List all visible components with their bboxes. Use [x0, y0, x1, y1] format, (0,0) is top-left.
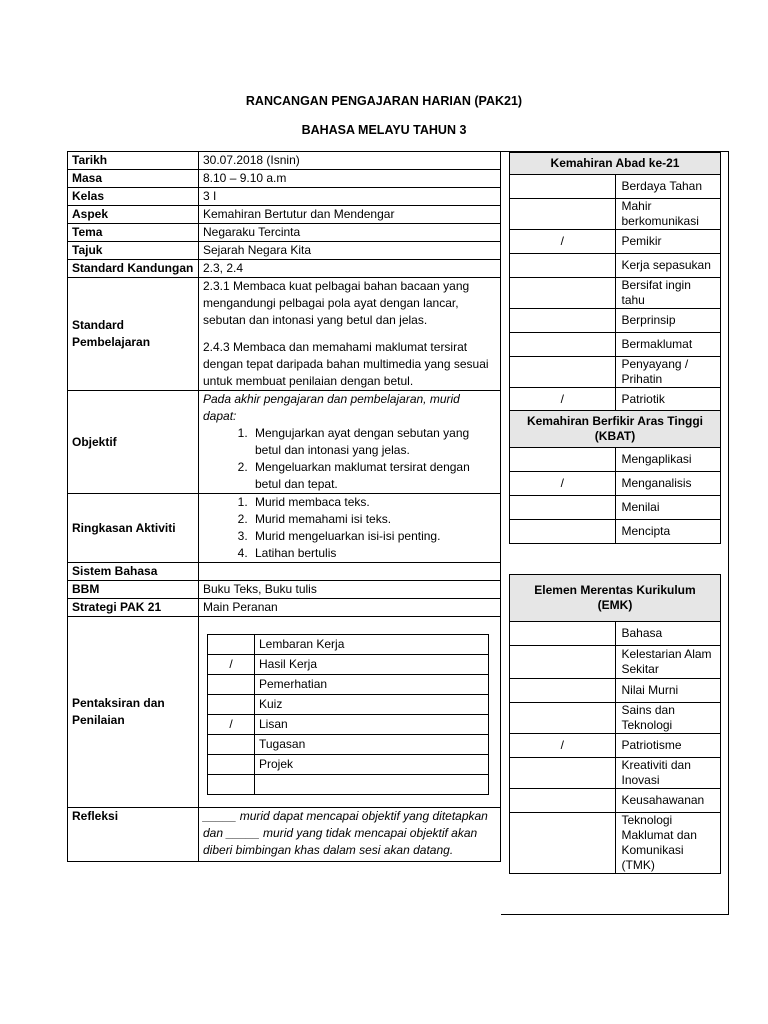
kbat-title: Kemahiran Berfikir Aras Tinggi (KBAT): [510, 411, 721, 448]
bbm-value: Buku Teks, Buku tulis: [199, 581, 501, 599]
standard-pembelajaran-item: 2.4.3 Membaca dan memahami maklumat tersirat dengan tepat daripada bahan multimedia yang sesuai untuk membuat penilaian dengan betul.: [203, 340, 489, 388]
emk-mark: [510, 622, 616, 646]
row-objektif: [68, 391, 501, 494]
kbat-row: [510, 448, 721, 472]
kbat-table: [509, 410, 721, 544]
aktiviti-item: 3. Murid mengeluarkan isi-isi penting.: [251, 528, 496, 545]
assessment-label: Hasil Kerja: [255, 655, 489, 675]
assessment-mark: /: [208, 715, 255, 735]
abad21-row: [510, 199, 721, 230]
emk-label: Nilai Murni: [615, 679, 721, 703]
emk-mark: /: [510, 734, 616, 758]
aspek-label: Aspek: [68, 206, 199, 224]
emk-row: [510, 789, 721, 813]
abad21-mark: [510, 333, 616, 357]
assessment-label: [255, 775, 489, 795]
tarikh-value: 30.07.2018 (Isnin): [199, 152, 501, 170]
emk-title: Elemen Merentas Kurikulum (EMK): [510, 575, 721, 622]
row-tajuk: [68, 242, 501, 260]
abad21-label: Berprinsip: [615, 309, 721, 333]
assessment-mark: /: [208, 655, 255, 675]
assessment-mark: [208, 755, 255, 775]
assessment-mark: [208, 735, 255, 755]
sistem-bahasa-value: [199, 563, 501, 581]
assessment-label: Tugasan: [255, 735, 489, 755]
emk-label: Kelestarian Alam Sekitar: [615, 646, 721, 679]
abad21-label: Penyayang / Prihatin: [615, 357, 721, 388]
abad21-mark: /: [510, 388, 616, 412]
ringkasan-aktiviti-value: [199, 494, 501, 563]
abad21-mark: /: [510, 230, 616, 254]
emk-mark: [510, 789, 616, 813]
lesson-plan-table: [67, 151, 501, 862]
emk-table: [509, 574, 721, 874]
tajuk-label: Tajuk: [68, 242, 199, 260]
row-standard-pembelajaran: [68, 278, 501, 391]
standard-pembelajaran-label: Standard Pembelajaran: [68, 278, 199, 391]
emk-mark: [510, 679, 616, 703]
row-bbm: [68, 581, 501, 599]
objektif-label: Objektif: [68, 391, 199, 494]
row-refleksi: [68, 808, 501, 862]
row-kelas: [68, 188, 501, 206]
masa-label: Masa: [68, 170, 199, 188]
refleksi-label: Refleksi: [68, 808, 199, 862]
pentaksiran-value: [199, 617, 501, 808]
sistem-bahasa-label: Sistem Bahasa: [68, 563, 199, 581]
abad21-label: Pemikir: [615, 230, 721, 254]
assessment-table: [207, 634, 489, 795]
kbat-label: Menilai: [615, 496, 721, 520]
abad21-label: Kerja sepasukan: [615, 254, 721, 278]
abad21-label: Patriotik: [615, 388, 721, 412]
emk-row: [510, 758, 721, 789]
abad21-title: Kemahiran Abad ke-21: [510, 153, 721, 175]
refleksi-value: _____ murid dapat mencapai objektif yang ditetapkan dan _____ murid yang tidak mencapai objektif akan diberi bimbingan khas dalam sesi akan datang.: [199, 808, 501, 862]
abad21-mark: [510, 278, 616, 309]
emk-label: Bahasa: [615, 622, 721, 646]
standard-kandungan-value: 2.3, 2.4: [199, 260, 501, 278]
kelas-label: Kelas: [68, 188, 199, 206]
assessment-label: Lisan: [255, 715, 489, 735]
objektif-list: [203, 425, 496, 493]
abad21-label: Bermaklumat: [615, 333, 721, 357]
emk-row: [510, 734, 721, 758]
masa-value: 8.10 – 9.10 a.m: [199, 170, 501, 188]
standard-kandungan-label: Standard Kandungan: [68, 260, 199, 278]
emk-label: Patriotisme: [615, 734, 721, 758]
emk-mark: [510, 813, 616, 874]
abad21-row: [510, 230, 721, 254]
abad21-row: [510, 333, 721, 357]
row-strategi: [68, 599, 501, 617]
assessment-row: [208, 735, 489, 755]
tema-value: Negaraku Tercinta: [199, 224, 501, 242]
emk-row: [510, 679, 721, 703]
assessment-row: [208, 635, 489, 655]
strategi-label: Strategi PAK 21: [68, 599, 199, 617]
assessment-label: Pemerhatian: [255, 675, 489, 695]
objektif-intro: Pada akhir pengajaran dan pembelajaran, murid dapat:: [203, 392, 460, 423]
aktiviti-list: [203, 494, 496, 562]
standard-pembelajaran-item: 2.3.1 Membaca kuat pelbagai bahan bacaan yang mengandungi pelbagai pola ayat dengan lancar, sebutan dan intonasi yang betul dan jelas.: [203, 279, 470, 327]
objektif-item: 1. Mengujarkan ayat dengan sebutan yang betul dan intonasi yang jelas.: [251, 425, 496, 459]
abad21-mark: [510, 199, 616, 230]
aktiviti-item: 1. Murid membaca teks.: [251, 494, 496, 511]
aktiviti-item: 4. Latihan bertulis: [251, 545, 496, 562]
bbm-label: BBM: [68, 581, 199, 599]
aktiviti-item: 2. Murid memahami isi teks.: [251, 511, 496, 528]
kbat-row: [510, 520, 721, 544]
abad21-label: Bersifat ingin tahu: [615, 278, 721, 309]
abad21-row: [510, 278, 721, 309]
abad21-mark: [510, 309, 616, 333]
emk-mark: [510, 703, 616, 734]
assessment-label: Projek: [255, 755, 489, 775]
kbat-row: [510, 496, 721, 520]
abad21-mark: [510, 175, 616, 199]
assessment-mark: [208, 675, 255, 695]
emk-label: Kreativiti dan Inovasi: [615, 758, 721, 789]
ringkasan-aktiviti-label: Ringkasan Aktiviti: [68, 494, 199, 563]
tema-label: Tema: [68, 224, 199, 242]
assessment-mark: [208, 775, 255, 795]
assessment-row: [208, 755, 489, 775]
row-pentaksiran: [68, 617, 501, 808]
kbat-label: Mencipta: [615, 520, 721, 544]
kbat-mark: [510, 448, 616, 472]
assessment-row: [208, 655, 489, 675]
abad21-label: Berdaya Tahan: [615, 175, 721, 199]
assessment-mark: [208, 635, 255, 655]
assessment-row: [208, 675, 489, 695]
standard-pembelajaran-value: [199, 278, 501, 391]
row-masa: [68, 170, 501, 188]
kbat-mark: [510, 496, 616, 520]
emk-mark: [510, 758, 616, 789]
assessment-label: Kuiz: [255, 695, 489, 715]
emk-row: [510, 646, 721, 679]
row-aspek: [68, 206, 501, 224]
assessment-row: [208, 695, 489, 715]
abad21-row: [510, 254, 721, 278]
strategi-value: Main Peranan: [199, 599, 501, 617]
kbat-mark: [510, 520, 616, 544]
aspek-value: Kemahiran Bertutur dan Mendengar: [199, 206, 501, 224]
page-title: RANCANGAN PENGAJARAN HARIAN (PAK21): [245, 94, 523, 108]
pentaksiran-label: Pentaksiran dan Penilaian: [68, 617, 199, 808]
kbat-label: Menganalisis: [615, 472, 721, 496]
kbat-mark: /: [510, 472, 616, 496]
abad21-label: Mahir berkomunikasi: [615, 199, 721, 230]
abad21-table: [509, 152, 721, 412]
row-standard-kandungan: [68, 260, 501, 278]
kbat-label: Mengaplikasi: [615, 448, 721, 472]
abad21-row: [510, 175, 721, 199]
row-tarikh: [68, 152, 501, 170]
emk-row: [510, 813, 721, 874]
assessment-mark: [208, 695, 255, 715]
emk-row: [510, 703, 721, 734]
page-subtitle: BAHASA MELAYU TAHUN 3: [301, 123, 467, 137]
abad21-row: [510, 388, 721, 412]
assessment-label: Lembaran Kerja: [255, 635, 489, 655]
emk-label: Teknologi Maklumat dan Komunikasi (TMK): [615, 813, 721, 874]
tarikh-label: Tarikh: [68, 152, 199, 170]
emk-label: Keusahawanan: [615, 789, 721, 813]
emk-mark: [510, 646, 616, 679]
abad21-mark: [510, 254, 616, 278]
abad21-row: [510, 357, 721, 388]
assessment-row: [208, 715, 489, 735]
row-ringkasan-aktiviti: [68, 494, 501, 563]
kelas-value: 3 I: [199, 188, 501, 206]
abad21-mark: [510, 357, 616, 388]
objektif-item: 2. Mengeluarkan maklumat tersirat dengan betul dan tepat.: [251, 459, 496, 493]
objektif-value: [199, 391, 501, 494]
row-sistem-bahasa: [68, 563, 501, 581]
tajuk-value: Sejarah Negara Kita: [199, 242, 501, 260]
emk-row: [510, 622, 721, 646]
assessment-row: [208, 775, 489, 795]
emk-label: Sains dan Teknologi: [615, 703, 721, 734]
row-tema: [68, 224, 501, 242]
abad21-row: [510, 309, 721, 333]
kbat-row: [510, 472, 721, 496]
